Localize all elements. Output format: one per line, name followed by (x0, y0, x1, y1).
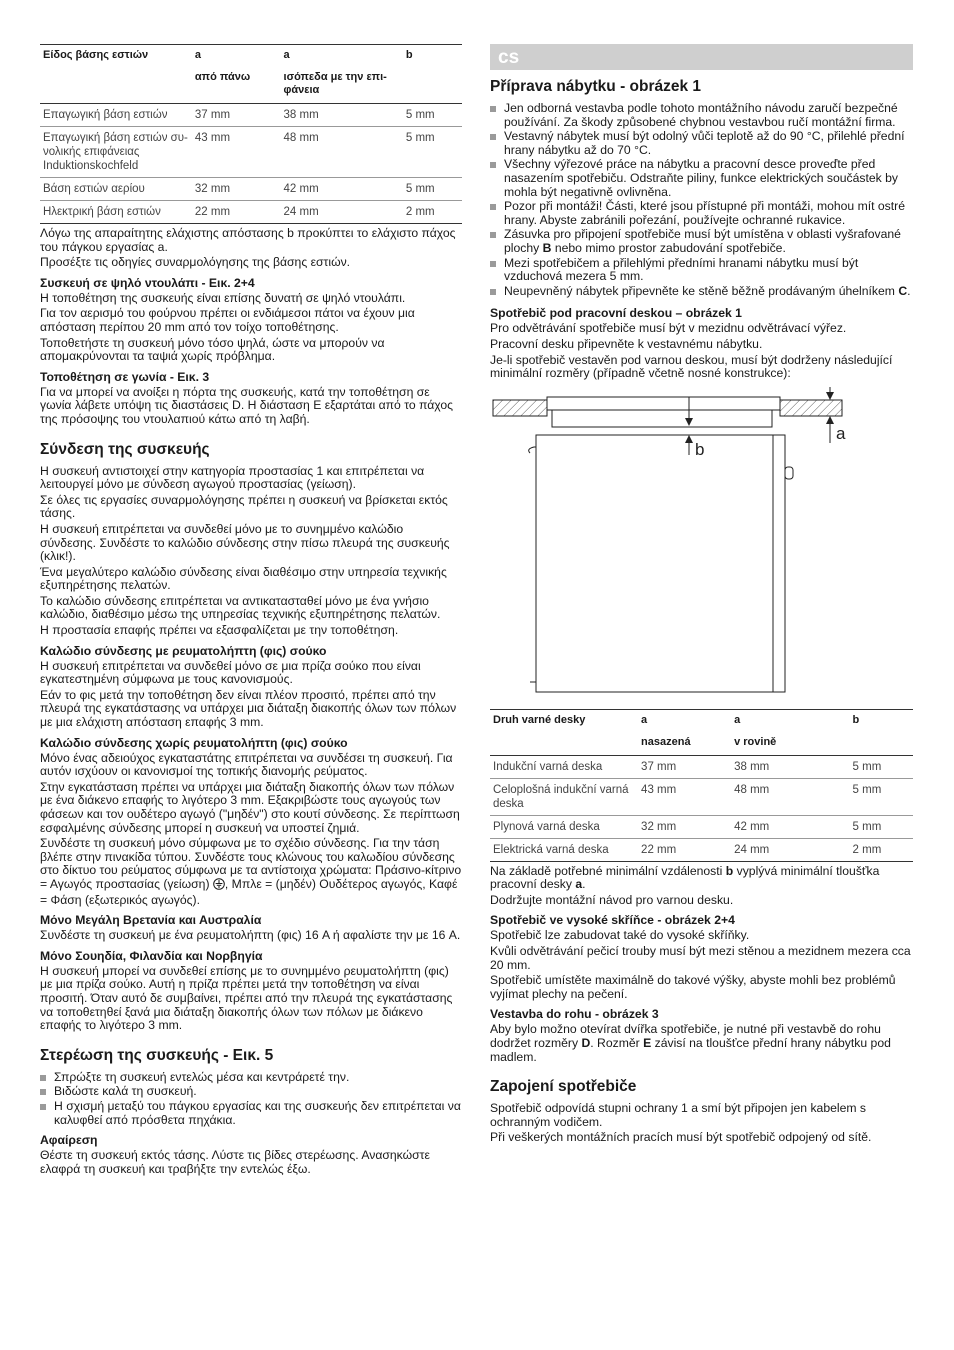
paragraph: Η συσκευή επιτρέπεται να συνδεθεί μόνο σε μια πρίζα σούκο που είναι εγκατεστημένη σύμφωνα με τους κανονισμούς. (40, 658, 421, 687)
paragraph: Spotřebič lze zabudovat také do vysoké skříňky. (490, 928, 750, 943)
table-row (40, 127, 462, 178)
section-heading: Καλώδιο σύνδεσης χωρίς ρευματολήπτη (φις) σούκο (40, 735, 348, 750)
section-heading: Τοποθέτηση σε γωνία - Εικ. 3 (40, 369, 210, 384)
table-cell: Celoplošná indukční varná deska (490, 778, 638, 815)
table-row (490, 755, 913, 778)
table-cell: 32 mm (192, 178, 281, 201)
dimension-arrow (685, 435, 693, 443)
table-cell: 38 mm (731, 755, 849, 778)
installation-drawing (490, 387, 913, 705)
table-header-b: b (850, 709, 913, 755)
paragraph: Η συσκευή μπορεί να συνδεθεί επίσης με το συνημμένο ρευματολήπτη (φις) με μια πρίζα σούκο. Αυτή η πρίζα πρέπει μετά την τοποθέτηση να είναι προσιτή. Όταν αυτό δε συμβαίνει, πρέπει από την πλευρά της εγκατάστασης να τοποθετηθεί ξανά μια διάταξη διακοπής όλων των πόλων με διάκενο επαφής το λιγότερο 3 mm. (40, 963, 453, 1033)
section-heading: Spotřebič ve vysoké skříňce - obrázek 2+4 (490, 913, 735, 928)
czech-hob-table (490, 709, 913, 862)
table-header-row (40, 45, 462, 104)
oven-door-edge (529, 447, 536, 682)
table-cell: 42 mm (281, 178, 403, 201)
greek-column (40, 44, 462, 1178)
table-cell: 5 mm (403, 127, 462, 178)
table-cell: 5 mm (850, 778, 913, 815)
dimension-arrow (826, 416, 834, 424)
section-heading: Vestavba do rohu - obrázek 3 (490, 1007, 659, 1022)
table-cell: Επαγωγική βάση εστιών συ-νολικής επιφάνειας Induktionskochfeld (40, 127, 192, 178)
section-heading: Spotřebič pod pracovní deskou – obrázek 1 (490, 306, 742, 321)
hob-body (552, 410, 772, 427)
table-row (490, 838, 913, 861)
table-cell: Επαγωγική βάση εστιών (40, 104, 192, 127)
table-cell: 37 mm (192, 104, 281, 127)
installation-figure (490, 387, 913, 705)
dimension-label-b: b (695, 439, 705, 459)
paragraph: Pro odvětrávání spotřebiče musí být v mezidnu odvětrávací výřez. (490, 321, 847, 336)
table-cell: 48 mm (731, 778, 849, 815)
text-span: B (542, 240, 552, 255)
fix-steps-list (40, 1071, 462, 1127)
table-cell: Indukční varná deska (490, 755, 638, 778)
paragraph: Το καλώδιο σύνδεσης επιτρέπεται να αντικατασταθεί μόνο με ένα γνήσιο καλώδιο, διαθέσιμο μέσω της υπηρεσίας τεχνικής εξυπηρέτησης πελατών. (40, 593, 441, 622)
table-header-a-top: a nasazená (638, 709, 731, 755)
table-header-a-flush: a ισόπεδα με την επι-φάνεια (281, 45, 403, 104)
paragraph: Θέστε τη συσκευή εκτός τάσης. Λύστε τις βίδες στερέωσης. Ανασηκώστε ελαφρά τη συσκευή και τραβήξτε την εντελώς έξω. (40, 1148, 430, 1176)
table-cell: 22 mm (192, 201, 281, 224)
table-cell: 32 mm (638, 815, 731, 838)
paragraph: Στην εγκατάσταση πρέπει να υπάρχει μια διάταξη διακοπής όλων των πόλων με ένα διάκενο επαφής το λιγότερο 3 mm. Εξακριβώστε τους αγωγούς των φάσεων και τον ουδέτερο αγωγό ("μηδέν") στο κουτί σύνδεσης. Σε περίπτωση εσφαλμένης σύνδεσης μπορεί η συσκευή να υποστεί ζημιά. (40, 779, 460, 835)
table-header-a-top: a από πάνω (192, 45, 281, 104)
paragraph: Je-li spotřebič vestavěn pod varnou deskou, musí být dodrženy následující minimální rozměry (případně včetně nosné konstrukce): (490, 352, 893, 381)
text-span: Neupevněný nábytek připevněte ke stěně běžně prodávaným úhelníkem (504, 283, 899, 298)
table-cell: Plynová varná deska (490, 815, 638, 838)
text-span: závisí na tloušťce přední hrany nábytku pod madlem. (490, 1036, 891, 1064)
table-cell: 38 mm (281, 104, 403, 127)
chapter-heading: Zapojení spotřebiče (490, 1078, 637, 1096)
list-item (490, 285, 913, 299)
paragraph: Η προστασία επαφής πρέπει να εξασφαλίζεται με την τοποθέτηση. (40, 623, 399, 638)
table-cell: Ηλεκτρική βάση εστιών (40, 201, 192, 224)
text-span: b (725, 863, 734, 878)
table-cell: 43 mm (638, 778, 731, 815)
paragraph (490, 865, 913, 892)
paragraph: Při veškerých montážních pracích musí být spotřebič odpojený od sítě. (490, 1130, 872, 1145)
paragraph: Η τοποθέτηση της συσκευής είναι επίσης δυνατή σε ψηλό ντουλάπι. (40, 290, 406, 305)
text-span: Aby bylo možno otevírat dvířka spotřebiče, je nutné při vestavbě do rohu dodržet rozměry (490, 1022, 881, 1051)
list-item: Η σχισμή μεταξύ του πάγκου εργασίας και της συσκευής δεν επιτρέπεται να καλυφθεί από πρόσθετα πηχάκια. (40, 1100, 462, 1127)
table-cell: 2 mm (403, 201, 462, 224)
list-item: Vestavný nábytek musí být odolný vůči teplotě až do 90 °C, přilehlé přední hrany nábytku až do 70 °C. (490, 130, 913, 157)
list-item: Βιδώστε καλά τη συσκευή. (40, 1085, 462, 1099)
worktop-left (493, 400, 547, 416)
paragraph: Η συσκευή επιτρέπεται να συνδεθεί μόνο με το συνημμένο καλώδιο σύνδεσης. Συνδέστε το καλώδιο σύνδεσης στην πίσω πλευρά της συσκευής (κλικ!). (40, 521, 450, 564)
text-span: E (643, 1036, 652, 1051)
ground-symbol-icon (213, 878, 225, 894)
section-heading: Αφαίρεση (40, 1133, 98, 1148)
paragraph: Pracovní desku připevněte k vestavnému nábytku. (490, 336, 763, 351)
chapter-heading: Příprava nábytku - obrázek 1 (490, 78, 702, 95)
paragraph: Ένα μεγαλύτερο καλώδιο σύνδεσης είναι διαθέσιμο στην υπηρεσία τεχνικής εξυπηρέτησης πελατών. (40, 564, 447, 593)
table-cell: 43 mm (192, 127, 281, 178)
greek-hob-table (40, 44, 462, 224)
prep-list (490, 102, 913, 298)
table-cell: 5 mm (403, 178, 462, 201)
chapter-heading: Στερέωση της συσκευής - Εικ. 5 (40, 1046, 274, 1064)
list-item: Jen odborná vestavba podle tohoto montážního návodu zaručí bezpečné používání. Za škody způsobené chybnou vestavbou ručí montážní firma. (490, 102, 913, 129)
table-cell: 48 mm (281, 127, 403, 178)
table-cell: 24 mm (731, 838, 849, 861)
table-cell: 37 mm (638, 755, 731, 778)
text-span: a (575, 877, 583, 892)
paragraph: Για τον αερισμό του φούρνου πρέπει οι ενδιάμεσοι πάτοι να έχουν μια απόσταση περίπου 20 mm από τον τοίχο τοποθέτησης. (40, 306, 415, 334)
paragraph: Για να μπορεί να ανοίξει η πόρτα της συσκευής, κατά την τοποθέτηση σε γωνία λάβετε υπόψη τις διαστάσεις D. Η διάσταση E εξαρτάται από το πάχος της πρόσοψης του ντουλαπιού κάτω από τη λαβή. (40, 384, 454, 426)
dimension-arrow (826, 392, 834, 400)
section-heading: Καλώδιο σύνδεσης με ρευματολήπτη (φις) σούκο (40, 643, 327, 658)
section-heading: Μόνο Μεγάλη Βρετανία και Αυστραλία (40, 913, 262, 928)
list-item: Pozor při montáži! Části, které jsou přístupné při montáži, mohou mít ostré hrany. Abyste zabránili pořezání, používejte ochranné rukavice. (490, 200, 913, 227)
list-item (490, 228, 913, 255)
paragraph (490, 1023, 913, 1064)
paragraph: Spotřebič umístěte maximálně do takové výšky, abyste mohli bez problémů vyjímat plechy na pečení. (490, 973, 896, 1001)
paragraph: Προσέξτε τις οδηγίες συναρμολόγησης της βάσης εστιών. (40, 255, 351, 270)
paragraph: Λόγω της απαραίτητης ελάχιστης απόστασης b προκύπτει το ελάχιστο πάχος του πάγκου εργασίας a. (40, 226, 456, 254)
paragraph: Τοποθετήστε τη συσκευή μόνο τόσο ψηλά, ώστε να μπορούν να απομακρύνονται τα ταψιά χωρίς πρόβλημα. (40, 335, 385, 364)
paragraph: Μόνο ένας αδειούχος εγκαταστάτης επιτρέπεται να συνδέσει τη συσκευή. Για αυτόν ισχύουν οι κανονισμοί της τοπικής διανομής ρεύματος. (40, 750, 453, 779)
paragraph: Η συσκευή αντιστοιχεί στην κατηγορία προστασίας 1 και επιτρέπεται να λειτουργεί μόνο με σύνδεση αγωγού προστασίας (γείωση). (40, 463, 425, 492)
table-header-b: b (403, 45, 462, 104)
table-cell: 5 mm (850, 755, 913, 778)
table-cell: 42 mm (731, 815, 849, 838)
dimension-label-a: a (836, 423, 846, 443)
table-cell: 22 mm (638, 838, 731, 861)
chapter-heading: Σύνδεση της συσκευής (40, 440, 210, 458)
text-span: Zásuvka pro připojení spotřebiče musí být umístěna v oblasti vyšrafované plochy (504, 227, 901, 255)
czech-column (490, 44, 913, 1147)
text-span: . Rozměr (590, 1036, 644, 1051)
hob-plate (547, 397, 780, 410)
text-span: Συνδέστε τη συσκευή μόνο σύμφωνα με το σχέδιο σύνδεσης. Για την τάση βλέπε στην πινακίδα τύπου. Συνδέστε τους κλώνους του καλωδίου σύνδεσης στο δίκτυο του ρεύματος σύμφωνα με τα αντίστοιχα χρώματα: Πράσινο-κίτρινο = Αγωγός προστασίας (γείωση) (40, 836, 462, 891)
text-span: nebo mimo prostor zabudování spotřebiče. (551, 240, 786, 255)
table-row (490, 778, 913, 815)
table-row (40, 104, 462, 127)
table-cell: 2 mm (850, 838, 913, 861)
paragraph: Εάν το φις μετά την τοποθέτηση δεν είναι πλέον προσιτό, πρέπει από την πλευρά της εγκατάστασης να υπάρχει μια διάταξη διακοπής όλων των πόλων με μια ελάχιστη απόσταση επαφής 3 mm. (40, 687, 457, 730)
paragraph: Kvůli odvětrávání pečicí trouby musí být mezi stěnou a mezidnem mezera cca 20 mm. (490, 944, 911, 972)
paragraph: Σε όλες τις εργασίες συναρμολόγησης πρέπει η συσκευή να βρίσκεται εκτός τάσης. (40, 492, 448, 521)
table-cell: Βάση εστιών αερίου (40, 178, 192, 201)
table-cell: 5 mm (403, 104, 462, 127)
oven-handle (785, 467, 793, 479)
paragraph: Spotřebič odpovídá stupni ochrany 1 a smí být připojen jen kabelem s ochranným vodičem. (490, 1101, 866, 1129)
list-item: Všechny výřezové práce na nábytku a pracovní desce proveďte před nasazením spotřebiču. Odstraňte piliny, funkce elektrických součástek by mohla být negativně ovlivněna. (490, 158, 913, 199)
table-header-row (490, 709, 913, 755)
table-row (490, 815, 913, 838)
paragraph (40, 837, 462, 907)
text-span: C (898, 283, 908, 298)
table-cell: 5 mm (850, 815, 913, 838)
table-row (40, 178, 462, 201)
table-row (40, 201, 462, 224)
table-header-a-flush: a v rovině (731, 709, 849, 755)
worktop-right (780, 400, 842, 416)
paragraph: Συνδέστε τη συσκευή με ένα ρευματολήπτη (φις) 16 A ή αφαλίστε την με 16 A. (40, 928, 461, 943)
language-badge: cs (490, 44, 913, 70)
table-header-hob-type: Druh varné desky (490, 709, 638, 755)
paragraph: Dodržujte montážní návod pro varnou desku. (490, 892, 734, 907)
table-cell: Elektrická varná deska (490, 838, 638, 861)
text-span: Na základě potřebné minimální vzdálenosti (490, 863, 726, 878)
text-span: D (581, 1036, 591, 1051)
list-item: Mezi spotřebičem a přilehlými předními hranami nábytku musí být vzduchová mezera 5 mm. (490, 257, 913, 284)
text-span: , Μπλε = (μηδέν) Ουδέτερος αγωγός, Καφέ = Φάση (εξωτερικός αγωγός). (40, 876, 458, 907)
table-cell: 24 mm (281, 201, 403, 224)
oven-outline (536, 435, 785, 692)
text-span: . (582, 877, 586, 892)
text-span: . (907, 283, 911, 298)
text-span: vyplývá minimální tloušťka pracovní desky (490, 863, 880, 892)
list-item: Σπρώξτε τη συσκευή εντελώς μέσα και κεντράρετέ την. (40, 1071, 462, 1085)
section-heading: Συσκευή σε ψηλό ντουλάπι - Εικ. 2+4 (40, 275, 255, 290)
section-heading: Μόνο Σουηδία, Φιλανδία και Νορβηγία (40, 948, 263, 963)
table-header-hob-type: Είδος βάσης εστιών (40, 45, 192, 104)
